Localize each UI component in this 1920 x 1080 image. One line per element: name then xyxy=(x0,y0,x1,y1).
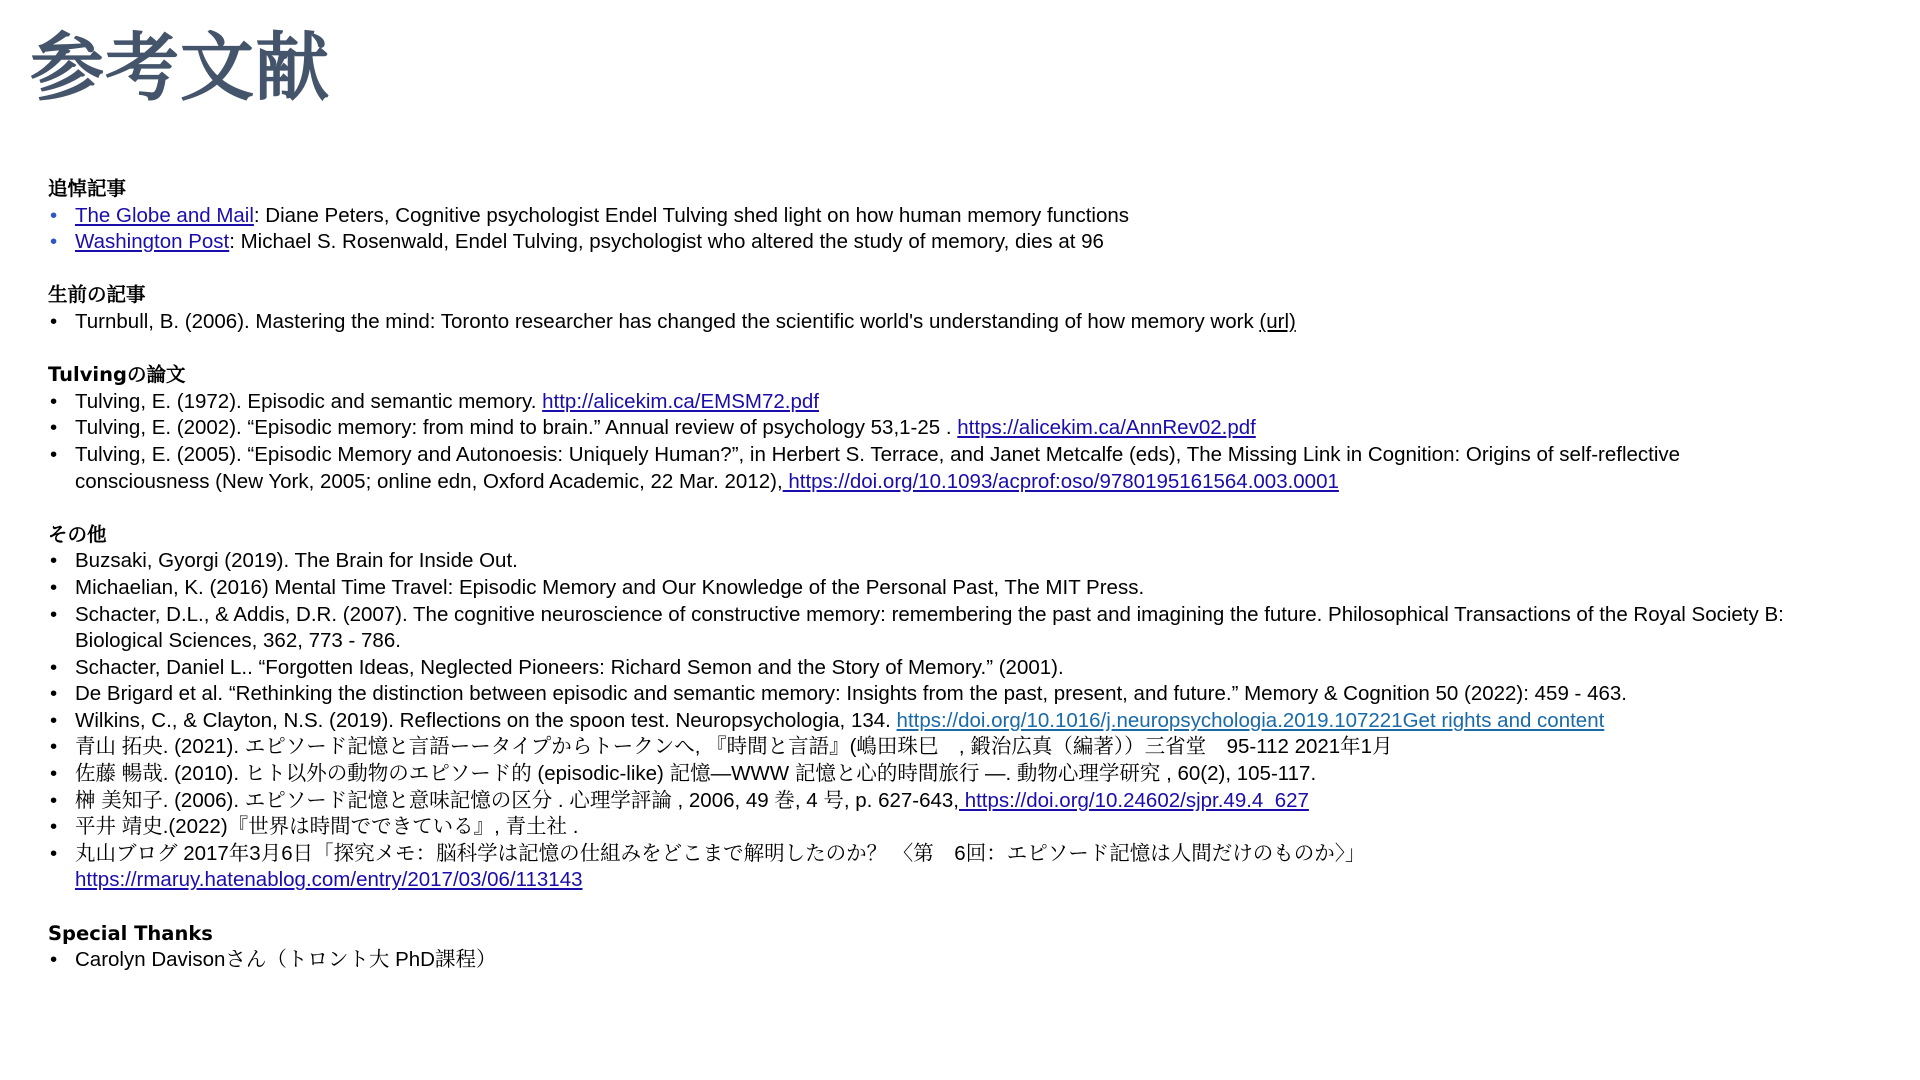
list-item xyxy=(48,442,1715,495)
section-obituaries xyxy=(48,176,1888,256)
list-item xyxy=(48,734,1795,761)
section-heading: その他 xyxy=(48,522,107,546)
reference-text: 佐藤 暢哉. (2010). ヒト以外の動物のエピソード的 (episodic-like) 記憶—WWW 記憶と心的時間旅行 —. 動物心理学研究 , 60(2), 105-117. xyxy=(75,762,1317,786)
reference-list xyxy=(48,947,1888,974)
section-heading: Special Thanks xyxy=(48,921,213,945)
reference-text: Schacter, D.L., & Addis, D.R. (2007). The cognitive neuroscience of constructive memory: remembering the past and imagining the future. Philosophical Transactions of the Royal Society B: Biological Sciences, 362, 773 - 786. xyxy=(75,602,1784,653)
list-item xyxy=(48,389,1888,416)
washington-post-link[interactable]: Washington Post xyxy=(75,230,230,254)
section-heading: 生前の記事 xyxy=(48,283,146,307)
section-special-thanks xyxy=(48,921,1888,974)
section-heading: Tulvingの論文 xyxy=(48,363,186,387)
list-item xyxy=(48,761,1795,788)
list-item xyxy=(48,681,1855,708)
list-item xyxy=(48,814,1795,841)
doi-link[interactable]: https://doi.org/10.1093/acprof:oso/9780195161564.003.0001 xyxy=(782,469,1339,493)
doi-link[interactable]: https://doi.org/10.1016/j.neuropsychologia.2019.107221Get rights and content xyxy=(896,708,1605,732)
list-item xyxy=(48,947,1888,974)
reference-text: 丸山ブログ 2017年3月6日「探究メモ：脳科学は記憶の仕組みをどこまで解明したのか？ 〈第 6回：エピソード記憶は人間だけのものか〉」 xyxy=(75,841,1366,865)
reference-text: Tulving, E. (1972). Episodic and semantic memory. xyxy=(75,389,543,413)
list-item xyxy=(48,415,1888,442)
references-content xyxy=(48,176,1888,1000)
annrev02-pdf-link[interactable]: https://alicekim.ca/AnnRev02.pdf xyxy=(957,416,1256,440)
reference-text: Carolyn Davisonさん（トロント大 PhD課程） xyxy=(75,948,497,972)
doi-link[interactable]: https://doi.org/10.24602/sjpr.49.4_627 xyxy=(959,788,1309,812)
list-item xyxy=(48,602,1795,655)
page-title: 参考文献 xyxy=(30,25,330,111)
reference-list xyxy=(48,203,1888,256)
list-item xyxy=(48,229,1888,256)
reference-text: Turnbull, B. (2006). Mastering the mind: Toronto researcher has changed the scientific world's understanding of how memory work xyxy=(75,309,1260,333)
emsm72-pdf-link[interactable]: http://alicekim.ca/EMSM72.pdf xyxy=(542,389,820,413)
reference-list xyxy=(48,548,1888,894)
list-item xyxy=(48,309,1888,336)
globe-and-mail-link[interactable]: The Globe and Mail xyxy=(75,203,254,227)
reference-text: Schacter, Daniel L.. “Forgotten Ideas, Neglected Pioneers: Richard Semon and the Story of Memory.” (2001). xyxy=(75,655,1064,679)
list-item xyxy=(48,575,1795,602)
section-tulving-papers xyxy=(48,362,1888,495)
reference-text: Tulving, E. (2005). “Episodic Memory and Autonoesis: Uniquely Human?”, in Herbert S. Terrace, and Janet Metcalfe (eds), The Missing Link in Cognition: Origins of self-reflective consciousness (New York, 2005; online edn, Oxford Academic, 22 Mar. 2012), xyxy=(75,442,1681,493)
list-item xyxy=(48,788,1795,815)
reference-text: : Michael S. Rosenwald, Endel Tulving, psychologist who altered the study of memory, dies at 96 xyxy=(229,230,1104,254)
section-heading: 追悼記事 xyxy=(48,177,127,200)
list-item xyxy=(48,655,1795,682)
reference-text: 榊 美知子. (2006). エピソード記憶と意味記憶の区分 . 心理学評論 , 2006, 49 巻, 4 号, p. 627-643, xyxy=(75,788,960,812)
reference-text: 平井 靖史.(2022)『世界は時間でできている』, 青土社 . xyxy=(75,815,579,839)
reference-text: Wilkins, C., & Clayton, N.S. (2019). Reflections on the spoon test. Neuropsychologia, 134. xyxy=(75,708,897,732)
url-link[interactable]: (url) xyxy=(1259,309,1296,333)
list-item xyxy=(48,841,1795,894)
reference-text: De Brigard et al. “Rethinking the distinction between episodic and semantic memory: Insights from the past, present, and future.” Memory & Cognition 50 (2022): 459 - 463. xyxy=(75,682,1627,706)
list-item xyxy=(48,548,1795,575)
reference-text: Michaelian, K. (2016) Mental Time Travel: Episodic Memory and Our Knowledge of the Personal Past, The MIT Press. xyxy=(75,575,1145,599)
list-item xyxy=(48,708,1855,735)
blog-link[interactable]: https://rmaruy.hatenablog.com/entry/2017/03/06/113143 xyxy=(75,868,583,892)
reference-list xyxy=(48,389,1888,495)
reference-text: Tulving, E. (2002). “Episodic memory: from mind to brain.” Annual review of psychology 53,1-25 . xyxy=(75,416,958,440)
list-item xyxy=(48,203,1888,230)
section-others xyxy=(48,522,1888,894)
section-lifetime-articles xyxy=(48,282,1888,335)
reference-text: Buzsaki, Gyorgi (2019). The Brain for Inside Out. xyxy=(75,549,518,573)
reference-text: 青山 拓央. (2021). エピソード記憶と言語ーータイプからトークンへ, 『時間と言語』(嶋田珠巳 , 鍛治広真（編著））三省堂 95-112 2021年1月 xyxy=(75,735,1393,759)
reference-list xyxy=(48,309,1888,336)
reference-text: : Diane Peters, Cognitive psychologist Endel Tulving shed light on how human memory functions xyxy=(253,203,1130,227)
